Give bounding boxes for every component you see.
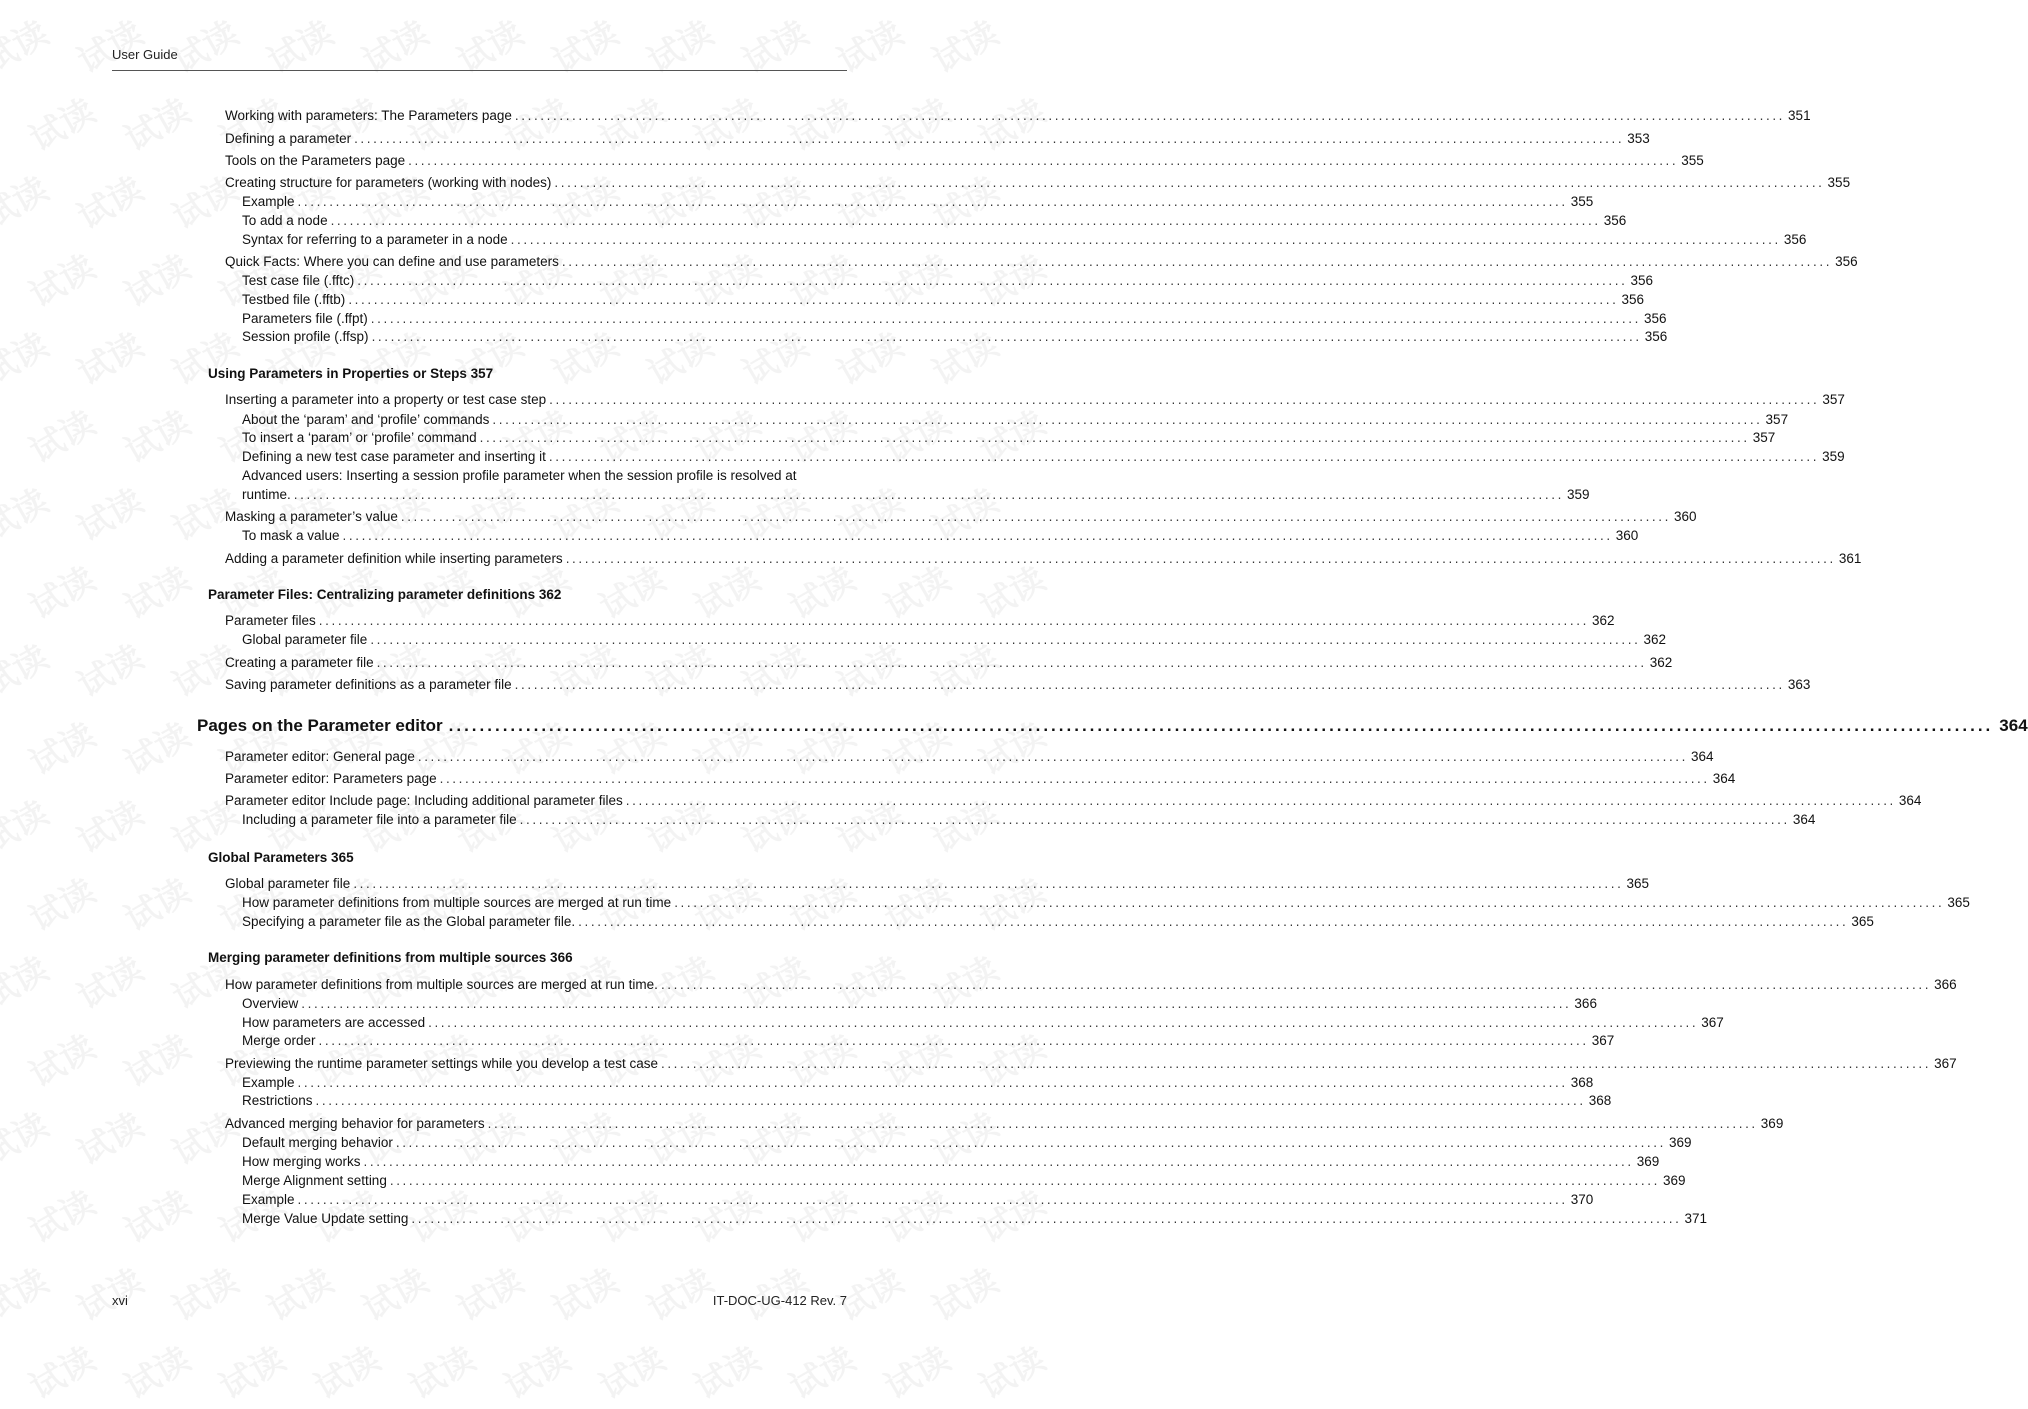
running-header: User Guide xyxy=(112,47,178,62)
dot-leader: ........................................................................................................................................................................................................ xyxy=(330,213,1601,228)
toc-entry[interactable]: Parameter editor: General page ........................................................................................................................................................................................................ 364 xyxy=(225,749,1714,764)
watermark-text xyxy=(542,1254,625,1330)
toc-section-heading[interactable]: Parameter Files: Centralizing parameter definitions 362 xyxy=(208,587,562,602)
toc-entry[interactable]: Creating a parameter file ........................................................................................................................................................................................................ 362 xyxy=(225,655,1673,670)
watermark-text xyxy=(352,1254,435,1330)
toc-entry[interactable]: How parameter definitions from multiple sources are merged at run time. ........................................................................................................................................................................................................ 366 xyxy=(225,977,1957,992)
toc-subentry[interactable]: Overview ........................................................................................................................................................................................................ 366 xyxy=(242,996,1597,1011)
toc-subentry[interactable]: Test case file (.fftc) ........................................................................................................................................................................................................ 356 xyxy=(242,273,1653,288)
toc-chapter-heading[interactable]: Pages on the Parameter editor ........................................................................................................................................................................................................ 364 xyxy=(197,716,2028,735)
toc-entry[interactable]: Global parameter file ........................................................................................................................................................................................................ 365 xyxy=(225,876,1649,891)
watermark-text xyxy=(114,1020,197,1096)
dot-leader: ........................................................................................................................................................................................................ xyxy=(315,1093,1586,1108)
toc-subentry[interactable]: Syntax for referring to a parameter in a node ........................................................................................................................................................................................................ 356 xyxy=(242,232,1807,247)
toc-subentry[interactable]: Including a parameter file into a parameter file ........................................................................................................................................................................................................ 364 xyxy=(242,812,1816,827)
toc-entry[interactable]: Tools on the Parameters page ........................................................................................................................................................................................................ 355 xyxy=(225,153,1704,168)
toc-subentry[interactable]: About the ‘param’ and ‘profile’ commands ........................................................................................................................................................................................................ 357 xyxy=(242,412,1789,427)
toc-entry[interactable]: Quick Facts: Where you can define and use parameters ........................................................................................................................................................................................................ 356 xyxy=(225,254,1858,269)
watermark-text xyxy=(969,1332,1052,1408)
page-number: xvi xyxy=(112,1293,128,1308)
dot-leader: ........................................................................................................................................................................................................ xyxy=(318,613,1589,628)
toc-entry[interactable]: Previewing the runtime parameter settings while you develop a test case ........................................................................................................................................................................................................ 367 xyxy=(225,1056,1957,1071)
watermark-text xyxy=(67,318,150,394)
toc-subentry[interactable]: How merging works ........................................................................................................................................................................................................ 369 xyxy=(242,1154,1660,1169)
watermark-text xyxy=(874,1332,957,1408)
watermark-text xyxy=(19,84,102,160)
dot-leader: ........................................................................................................................................................................................................ xyxy=(370,632,1641,647)
dot-leader: ........................................................................................................................................................................................................ xyxy=(411,1211,1682,1226)
toc-subentry[interactable]: How parameter definitions from multiple sources are merged at run time ........................................................................................................................................................................................................ 365 xyxy=(242,895,1970,910)
watermark-text xyxy=(257,1254,340,1330)
toc-subentry[interactable]: Merge order ........................................................................................................................................................................................................ 367 xyxy=(242,1033,1615,1048)
toc-subentry[interactable]: How parameters are accessed ........................................................................................................................................................................................................ 367 xyxy=(242,1015,1724,1030)
toc-section-heading[interactable]: Merging parameter definitions from multiple sources 366 xyxy=(208,950,573,965)
dot-leader: ........................................................................................................................................................................................................ xyxy=(514,677,1785,692)
watermark-text xyxy=(162,1098,245,1174)
watermark-text xyxy=(19,1332,102,1408)
dot-leader: ........................................................................................................................................................................................................ xyxy=(510,232,1781,247)
toc-subentry[interactable]: Defining a new test case parameter and inserting it ........................................................................................................................................................................................................ 359 xyxy=(242,449,1845,464)
dot-leader: ........................................................................................................................................................................................................ xyxy=(578,914,1849,929)
toc-subentry[interactable]: Parameters file (.ffpt) ........................................................................................................................................................................................................ 356 xyxy=(242,311,1667,326)
dot-leader: ........................................................................................................................................................................................................ xyxy=(565,551,1836,566)
toc-subentry[interactable]: To insert a ‘param’ or ‘profile’ command ........................................................................................................................................................................................................ 357 xyxy=(242,430,1776,445)
watermark-text xyxy=(637,6,720,82)
toc-subentry[interactable]: Merge Alignment setting ........................................................................................................................................................................................................ 369 xyxy=(242,1173,1686,1188)
watermark-text xyxy=(114,240,197,316)
dot-leader: ........................................................................................................................................................................................................ xyxy=(357,273,1628,288)
dot-leader: ........................................................................................................................................................................................................ xyxy=(549,392,1820,407)
toc-subentry[interactable]: Specifying a parameter file as the Global parameter file. ........................................................................................................................................................................................................ 365 xyxy=(242,914,1874,929)
toc-subentry[interactable]: Testbed file (.fftb) ........................................................................................................................................................................................................ 356 xyxy=(242,292,1644,307)
watermark-text xyxy=(0,942,56,1018)
toc-subentry-line1: Advanced users: Inserting a session profile parameter when the session profile is resolved at xyxy=(242,468,797,483)
dot-leader: ........................................................................................................................................................................................................ xyxy=(408,153,1679,168)
dot-leader: ........................................................................................................................................................................................................ xyxy=(660,977,1932,992)
toc-entry[interactable]: Working with parameters: The Parameters page ........................................................................................................................................................................................................ 351 xyxy=(225,108,1811,123)
dot-leader: ........................................................................................................................................................................................................ xyxy=(625,793,1896,808)
dot-leader: ........................................................................................................................................................................................................ xyxy=(353,876,1624,891)
toc-entry[interactable]: Advanced merging behavior for parameters ........................................................................................................................................................................................................ 369 xyxy=(225,1116,1784,1131)
dot-leader: ........................................................................................................................................................................................................ xyxy=(674,895,1945,910)
dot-leader: ........................................................................................................................................................................................................ xyxy=(342,528,1613,543)
dot-leader: ........................................................................................................................................................................................................ xyxy=(297,1192,1568,1207)
dot-leader: ........................................................................................................................................................................................................ xyxy=(448,716,1994,735)
toc-subentry[interactable]: To add a node ........................................................................................................................................................................................................ 356 xyxy=(242,213,1627,228)
watermark-text xyxy=(19,864,102,940)
dot-leader: ........................................................................................................................................................................................................ xyxy=(487,1116,1758,1131)
watermark-text xyxy=(114,552,197,628)
dot-leader: ........................................................................................................................................................................................................ xyxy=(395,1135,1666,1150)
watermark-text xyxy=(0,1254,56,1330)
watermark-text xyxy=(447,1254,530,1330)
toc-entry[interactable]: Creating structure for parameters (working with nodes) ........................................................................................................................................................................................................ 355 xyxy=(225,175,1851,190)
watermark-text xyxy=(19,1176,102,1252)
watermark-text xyxy=(0,162,56,238)
dot-leader: ........................................................................................................................................................................................................ xyxy=(318,1033,1589,1048)
watermark-text xyxy=(67,474,150,550)
watermark-text xyxy=(19,396,102,472)
watermark-text xyxy=(352,6,435,82)
watermark-text xyxy=(67,6,150,82)
dot-leader: ........................................................................................................................................................................................................ xyxy=(561,254,1833,269)
dot-leader: ........................................................................................................................................................................................................ xyxy=(370,311,1641,326)
toc-subentry[interactable]: Example ........................................................................................................................................................................................................ 368 xyxy=(242,1075,1594,1090)
watermark-text xyxy=(589,1332,672,1408)
watermark-text xyxy=(19,1020,102,1096)
dot-leader: ........................................................................................................................................................................................................ xyxy=(428,1015,1699,1030)
toc-entry[interactable]: Inserting a parameter into a property or test case step ........................................................................................................................................................................................................ 357 xyxy=(225,392,1845,407)
watermark-text xyxy=(19,708,102,784)
watermark-text xyxy=(67,162,150,238)
watermark-text xyxy=(67,1098,150,1174)
toc-subentry-line2: runtime. xyxy=(242,487,291,502)
watermark-text xyxy=(0,6,56,82)
watermark-text xyxy=(732,6,815,82)
watermark-text xyxy=(0,786,56,862)
watermark-text xyxy=(922,1254,1005,1330)
watermark-text xyxy=(162,6,245,82)
watermark-text xyxy=(162,1254,245,1330)
dot-leader: ........................................................................................................................................................................................................ xyxy=(514,108,1786,123)
header-rule xyxy=(112,70,847,71)
watermark-text xyxy=(0,318,56,394)
toc-entry[interactable]: Masking a parameter’s value ........................................................................................................................................................................................................ 360 xyxy=(225,509,1697,524)
watermark-text xyxy=(67,1254,150,1330)
watermark-text xyxy=(827,6,910,82)
watermark-text xyxy=(779,1332,862,1408)
watermark-text xyxy=(922,6,1005,82)
dot-leader: ........................................................................................................................................................................................................ xyxy=(301,996,1572,1011)
watermark-text xyxy=(399,1332,482,1408)
dot-leader: ........................................................................................................................................................................................................ xyxy=(417,749,1689,764)
watermark-text xyxy=(114,708,197,784)
watermark-text xyxy=(257,6,340,82)
document-id: IT-DOC-UG-412 Rev. 7 xyxy=(712,1293,847,1308)
watermark-text xyxy=(447,6,530,82)
dot-leader: ........................................................................................................................................................................................................ xyxy=(348,292,1619,307)
watermark-text xyxy=(209,1332,292,1408)
toc-entry[interactable]: Adding a parameter definition while inserting parameters ........................................................................................................................................................................................................ 361 xyxy=(225,551,1862,566)
toc-subentry[interactable]: To mask a value ........................................................................................................................................................................................................ 360 xyxy=(242,528,1639,543)
toc-subentry[interactable]: Example ........................................................................................................................................................................................................ 355 xyxy=(242,194,1594,209)
watermark-text xyxy=(114,1176,197,1252)
watermark-text xyxy=(684,1332,767,1408)
toc-subentry[interactable]: Merge Value Update setting ........................................................................................................................................................................................................ 371 xyxy=(242,1211,1708,1226)
toc-section-heading[interactable]: Using Parameters in Properties or Steps 357 xyxy=(208,366,494,381)
watermark-text xyxy=(114,396,197,472)
watermark-text xyxy=(114,864,197,940)
toc-entry[interactable]: Parameter editor: Parameters page ........................................................................................................................................................................................................ 364 xyxy=(225,771,1736,786)
watermark-text xyxy=(542,6,625,82)
watermark-text xyxy=(114,1332,197,1408)
toc-subentry[interactable]: Global parameter file ........................................................................................................................................................................................................ 362 xyxy=(242,632,1666,647)
toc-section-heading[interactable]: Global Parameters 365 xyxy=(208,850,354,865)
toc-subentry[interactable]: Default merging behavior ........................................................................................................................................................................................................ 369 xyxy=(242,1135,1692,1150)
dot-leader: ........................................................................................................................................................................................................ xyxy=(293,487,1564,502)
dot-leader: ........................................................................................................................................................................................................ xyxy=(519,812,1790,827)
toc-subentry[interactable]: Example ........................................................................................................................................................................................................ 370 xyxy=(242,1192,1594,1207)
watermark-text xyxy=(19,552,102,628)
watermark-text xyxy=(19,240,102,316)
watermark-text xyxy=(114,84,197,160)
toc-entry[interactable]: Saving parameter definitions as a parameter file ........................................................................................................................................................................................................ 363 xyxy=(225,677,1811,692)
toc-subentry[interactable]: Restrictions ........................................................................................................................................................................................................ 368 xyxy=(242,1093,1612,1108)
watermark-text xyxy=(304,1332,387,1408)
watermark-text xyxy=(0,474,56,550)
watermark-text xyxy=(494,1332,577,1408)
dot-leader: ........................................................................................................................................................................................................ xyxy=(371,329,1642,344)
dot-leader: ........................................................................................................................................................................................................ xyxy=(354,131,1625,146)
dot-leader: ........................................................................................................................................................................................................ xyxy=(389,1173,1660,1188)
dot-leader: ........................................................................................................................................................................................................ xyxy=(297,1075,1568,1090)
dot-leader: ........................................................................................................................................................................................................ xyxy=(660,1056,1932,1071)
dot-leader: ........................................................................................................................................................................................................ xyxy=(363,1154,1634,1169)
toc-subentry-multiline[interactable]: Advanced users: Inserting a session profile parameter when the session profile is resolved at runtime. ........................................................................................................................................................................................................ 359 xyxy=(242,468,1590,502)
dot-leader: ........................................................................................................................................................................................................ xyxy=(548,449,1820,464)
dot-leader: ........................................................................................................................................................................................................ xyxy=(479,430,1750,445)
dot-leader: ........................................................................................................................................................................................................ xyxy=(554,175,1825,190)
toc-subentry[interactable]: Session profile (.ffsp) ........................................................................................................................................................................................................ 356 xyxy=(242,329,1668,344)
dot-leader: ........................................................................................................................................................................................................ xyxy=(492,412,1763,427)
watermark-text xyxy=(67,786,150,862)
toc-entry[interactable]: Parameter files ........................................................................................................................................................................................................ 362 xyxy=(225,613,1615,628)
toc-entry[interactable]: Defining a parameter ........................................................................................................................................................................................................ 353 xyxy=(225,131,1650,146)
dot-leader: ........................................................................................................................................................................................................ xyxy=(376,655,1647,670)
watermark-text xyxy=(637,1254,720,1330)
dot-leader: ........................................................................................................................................................................................................ xyxy=(400,509,1671,524)
dot-leader: ........................................................................................................................................................................................................ xyxy=(297,194,1568,209)
toc-entry[interactable]: Parameter editor Include page: Including additional parameter files ........................................................................................................................................................................................................ 364 xyxy=(225,793,1922,808)
watermark-text xyxy=(67,630,150,706)
watermark-text xyxy=(162,318,245,394)
watermark-text xyxy=(67,942,150,1018)
watermark-text xyxy=(0,630,56,706)
dot-leader: ........................................................................................................................................................................................................ xyxy=(439,771,1710,786)
watermark-text xyxy=(0,1098,56,1174)
